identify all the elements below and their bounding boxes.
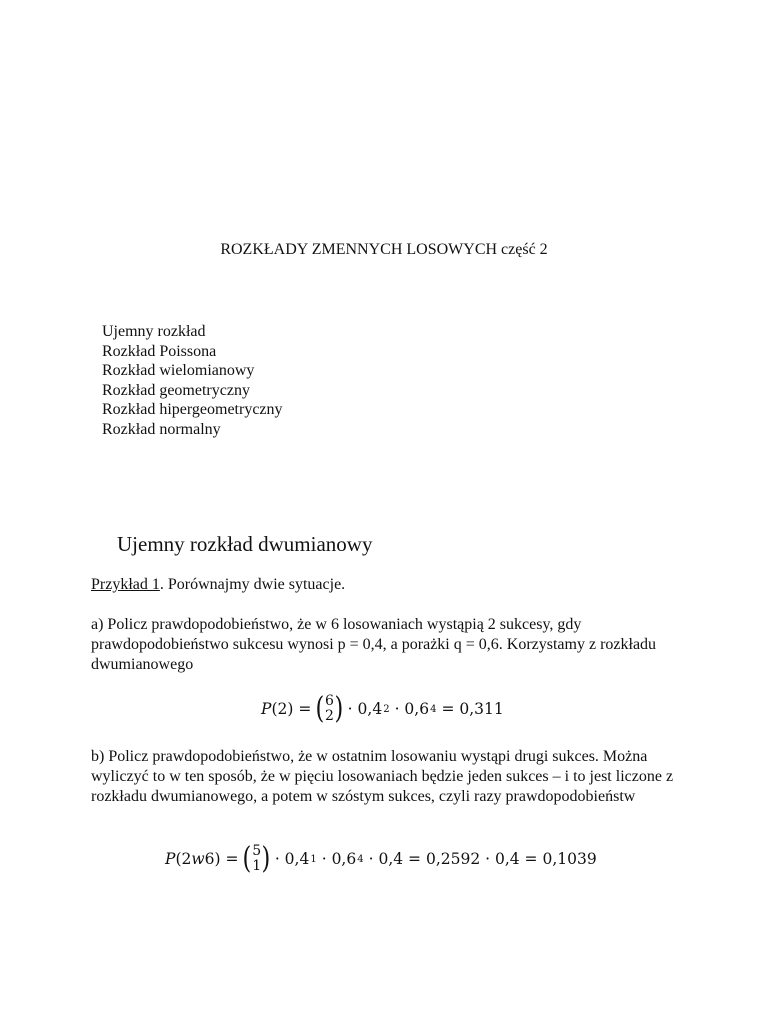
topic-item: Ujemny rozkład <box>102 323 206 340</box>
topic-list <box>102 322 283 439</box>
binomial-formula <box>261 691 504 726</box>
factor-1: · 0,4 <box>347 700 383 718</box>
formula-fn: P <box>165 850 176 868</box>
binom-bottom: 1 <box>252 858 262 874</box>
formula-result: = 0,311 <box>441 700 504 718</box>
topic-item: Rozkład geometryczny <box>102 381 250 399</box>
factor-1: · 0,4 <box>274 850 310 868</box>
exponent-2: 4 <box>357 853 364 865</box>
example-label: Przykład 1 <box>91 576 160 593</box>
formula-fn: P <box>261 700 272 718</box>
factor-2: · 0,6 <box>321 850 357 868</box>
part-b-text: b) Policz prawdopodobieństwo, że w ostatnim losowaniu wystąpi drugi sukces. Można wyliczyć to w ten sposób, że w pięciu losowaniach będzie jeden sukces – i to jest liczone z rozkładu dwumianowego, a potem w szóstym sukces, czyli razy prawdopodobieństw <box>91 748 674 805</box>
binom-top: 6 <box>325 693 334 709</box>
formula-close: 6) = <box>204 850 239 868</box>
topic-item: Rozkład Poissona <box>102 342 217 360</box>
binom-bottom: 2 <box>325 708 334 724</box>
exponent-1: 1 <box>310 853 317 865</box>
formula-arg: (2) = <box>271 700 312 718</box>
part-a-text: a) Policz prawdopodobieństwo, że w 6 losowaniach wystąpią 2 sukcesy, gdy prawdopodobieństwo sukcesu wynosi p = 0,4, a porażki q = 0,6. Korzystamy z rozkładu dwumianowego <box>91 616 657 673</box>
example-intro-text: . Porównajmy dwie sytuacje. <box>159 576 346 593</box>
binom-top: 5 <box>252 843 262 859</box>
formula-w: w <box>191 850 205 868</box>
binomial-coefficient: ( 5 1 ) <box>242 841 271 876</box>
section-heading: Ujemny rozkład dwumianowy <box>117 532 373 556</box>
formula-tail: · 0,4 = 0,2592 · 0,4 = 0,1039 <box>368 850 597 868</box>
negative-binomial-formula <box>165 841 597 876</box>
example-intro <box>91 575 691 595</box>
exponent-1: 2 <box>383 703 390 715</box>
topic-item: Rozkład wielomianowy <box>102 362 255 379</box>
formula-open: (2 <box>175 850 192 868</box>
exponent-2: 4 <box>430 703 437 715</box>
topic-item: Rozkład normalny <box>102 420 221 438</box>
binomial-coefficient: ( 6 2 ) <box>315 691 344 726</box>
factor-2: · 0,6 <box>394 700 430 718</box>
document-title: ROZKŁADY ZMENNYCH LOSOWYCH część 2 <box>220 241 548 258</box>
topic-item: Rozkład hipergeometryczny <box>102 401 283 418</box>
